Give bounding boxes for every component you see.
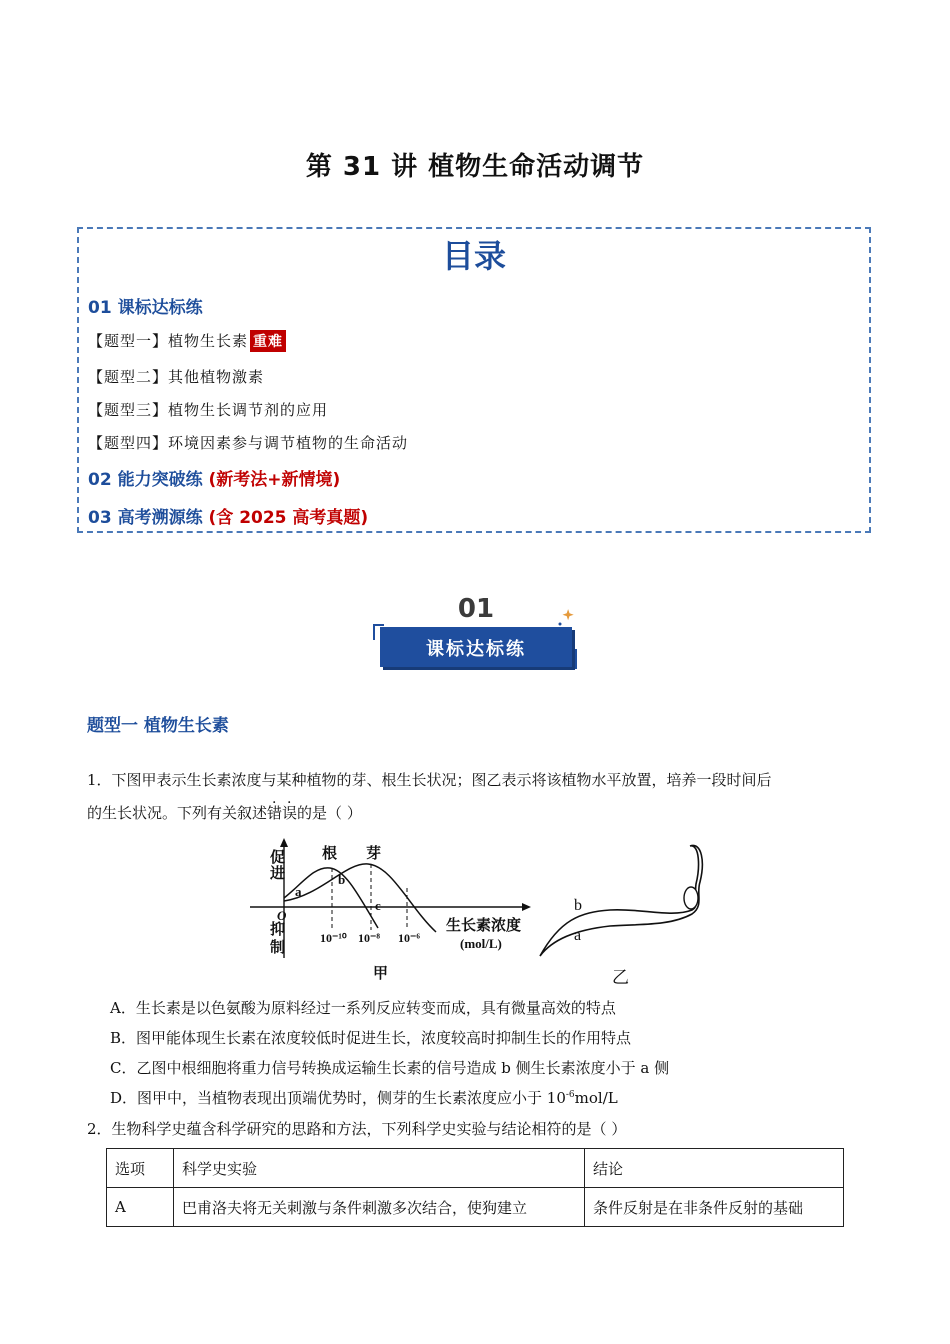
table-header-cell: 科学史实验 [174,1149,585,1188]
question-type-heading: 题型一 植物生长素 [87,716,229,736]
fig-caption-jia: 甲 [373,966,389,982]
table-of-contents [77,227,871,533]
page-title: 第 31 讲 植物生命活动调节 [305,152,645,182]
toc-item-1-label: 【题型一】植物生长素 [88,332,249,350]
fig-point-b: b [338,872,346,887]
toc-section-3[interactable]: 03 高考溯源练 (含 2025 高考真题) [88,508,369,528]
table-header-cell: 选项 [107,1149,174,1188]
toc-item-3[interactable]: 【题型三】植物生长调节剂的应用 [88,401,329,419]
toc-section-1[interactable]: 01 课标达标练 [88,298,203,318]
key-badge: 重难 [250,330,286,352]
fig-y-promote-1: 促 [270,850,286,866]
fig-y-inhibit-1: 抑 [270,922,286,938]
figure-jia [250,838,550,988]
fig-x-label: 生长素浓度 [446,918,522,934]
fig-y-inhibit-2: 制 [270,940,286,956]
section-banner-title: 课标达标练 [426,639,526,660]
toc-item-2[interactable]: 【题型二】其他植物激素 [88,368,265,386]
toc-section-2[interactable]: 02 能力突破练 (新考法+新情境) [88,470,341,490]
q1-option-b[interactable]: B．图甲能体现生长素在浓度较低时促进生长，浓度较高时抑制生长的作用特点 [110,1029,632,1047]
q1-option-c[interactable]: C．乙图中根细胞将重力信号转换成运输生长素的信号造成 b 侧生长素浓度小于 a 侧 [110,1059,670,1077]
table-cell: A [107,1188,174,1227]
table-cell: 巴甫洛夫将无关刺激与条件刺激多次结合，使狗建立 [174,1188,585,1227]
fig-point-c: c [375,898,381,913]
fig-origin: O [277,908,287,923]
table-header-row [107,1149,844,1188]
fig-y-promote-2: 进 [270,866,286,882]
q1-stem-line2: 的生长状况。下列有关叙述错误的是（ ） [87,804,362,822]
q2-table [106,1148,844,1227]
fig-root-label: 根 [322,846,338,862]
fig-point-a: a [295,884,302,899]
fig-tick-1: 10⁻¹⁰ [320,931,347,945]
table-row [107,1188,844,1227]
fig-tick-3: 10⁻⁶ [398,931,420,945]
q1-stem-line1: 1．下图甲表示生长素浓度与某种植物的芽、根生长状况；图乙表示将该植物水平放置，培养一段时间后 [87,771,772,789]
q1-option-a[interactable]: A．生长素是以色氨酸为原料经过一系列反应转变而成，具有微量高效的特点 [110,999,616,1017]
fig-side-b: b [574,897,582,914]
fig-bud-label: 芽 [366,846,382,862]
fig-caption-yi: 乙 [612,968,629,987]
fig-side-a: a [574,927,582,944]
table-cell: 条件反射是在非条件反射的基础 [585,1188,844,1227]
section-banner [380,627,572,667]
q1-option-d[interactable]: D．图甲中，当植物表现出顶端优势时，侧芽的生长素浓度应小于 $10^{-6}mol/L$ [110,1089,618,1107]
fig-x-unit: (mol/L) [460,936,502,951]
section-number: 01 [457,594,495,624]
toc-item-1[interactable] [88,330,286,352]
fig-tick-2: 10⁻⁸ [358,931,380,945]
q2-stem: 2．生物科学史蕴含科学研究的思路和方法，下列科学史实验与结论相符的是（ ） [87,1120,627,1138]
figure-yi [530,838,720,988]
table-header-cell: 结论 [585,1149,844,1188]
toc-heading: 目录 [441,237,506,275]
toc-item-4[interactable]: 【题型四】环境因素参与调节植物的生命活动 [88,434,409,452]
